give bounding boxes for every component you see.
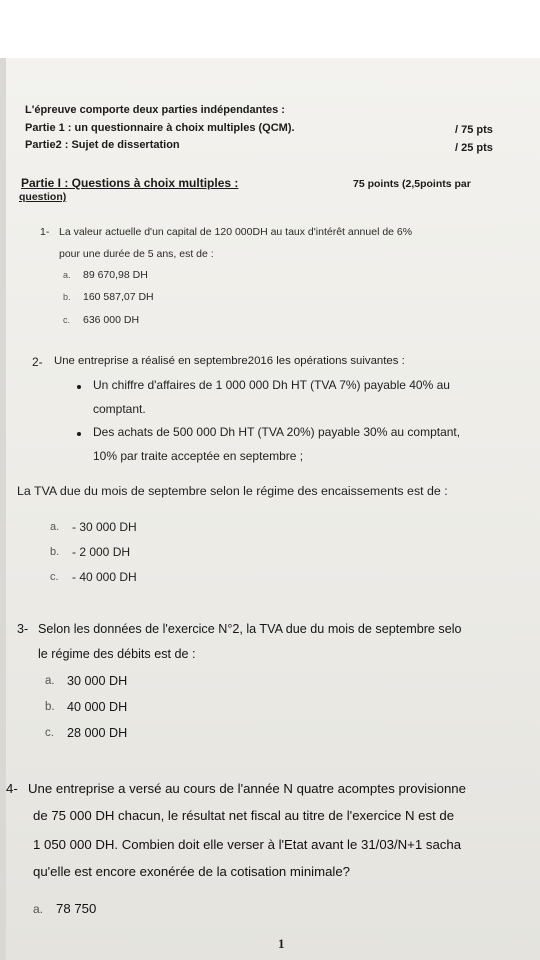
q2-bullet-1 bbox=[77, 385, 81, 389]
q2-bullet1-line1: Un chiffre d'affaires de 1 000 000 Dh HT (TVA 7%) payable 40% au bbox=[93, 378, 450, 392]
q2-text-line1: Une entreprise a réalisé en septembre2016 les opérations suivantes : bbox=[54, 355, 405, 367]
part2-points: / 25 pts bbox=[455, 142, 493, 154]
q3-option-a: 30 000 DH bbox=[67, 674, 128, 688]
q1-option-c: 636 000 DH bbox=[83, 314, 140, 326]
q4-text-line4: qu'elle est encore exonérée de la cotisation minimale? bbox=[33, 864, 351, 879]
q1-option-b-letter: b. bbox=[63, 292, 71, 302]
q2-number: 2- bbox=[32, 355, 43, 369]
exam-page bbox=[6, 58, 540, 960]
page-number: 1 bbox=[278, 936, 285, 951]
q2-bullet2-line2: 10% par traite acceptée en septembre ; bbox=[93, 449, 304, 463]
q2-bullet1-line2: comptant. bbox=[93, 402, 146, 416]
intro-line: L'épreuve comporte deux parties indépendantes : bbox=[25, 104, 285, 116]
q3-option-b-letter: b. bbox=[45, 701, 55, 713]
q3-option-c-letter: c. bbox=[45, 727, 54, 739]
q4-text-line1: Une entreprise a versé au cours de l'année N quatre acomptes provisionne bbox=[28, 781, 466, 796]
q1-number: 1- bbox=[40, 226, 50, 238]
q1-option-a: 89 670,98 DH bbox=[83, 269, 148, 281]
q3-text-line2: le régime des débits est de : bbox=[38, 647, 196, 661]
q4-option-a: 78 750 bbox=[56, 901, 97, 916]
q2-option-a: - 30 000 DH bbox=[72, 520, 137, 534]
part2-label: Partie2 : Sujet de dissertation bbox=[25, 139, 180, 151]
q3-text-line1: Selon les données de l'exercice N°2, la TVA due du mois de septembre selo bbox=[38, 622, 462, 636]
q2-option-b-letter: b. bbox=[50, 546, 60, 558]
q2-question: La TVA due du mois de septembre selon le régime des encaissements est de : bbox=[17, 484, 448, 498]
q1-text-line2: pour une durée de 5 ans, est de : bbox=[59, 248, 214, 260]
q3-option-b: 40 000 DH bbox=[67, 700, 128, 714]
q2-option-c: - 40 000 DH bbox=[72, 570, 137, 584]
q4-text-line3: 1 050 000 DH. Combien doit elle verser à l'Etat avant le 31/03/N+1 sacha bbox=[33, 837, 462, 852]
q3-number: 3- bbox=[17, 622, 29, 636]
part1-points: / 75 pts bbox=[455, 124, 493, 136]
section-title: Partie I : Questions à choix multiples : bbox=[21, 176, 239, 190]
part1-label: Partie 1 : un questionnaire à choix multiples (QCM). bbox=[25, 122, 295, 134]
q4-option-a-letter: a. bbox=[33, 902, 44, 916]
q4-number: 4- bbox=[6, 781, 18, 796]
section-points: 75 points (2,5points par bbox=[353, 178, 471, 190]
q1-option-a-letter: a. bbox=[63, 270, 71, 280]
section-points-cont: question) bbox=[19, 191, 67, 203]
q1-text-line1: La valeur actuelle d'un capital de 120 000DH au taux d'intérêt annuel de 6% bbox=[59, 226, 413, 238]
q2-option-a-letter: a. bbox=[50, 521, 60, 533]
q3-option-a-letter: a. bbox=[45, 675, 55, 687]
q2-option-c-letter: c. bbox=[50, 571, 59, 583]
top-white-band bbox=[0, 0, 540, 58]
q2-bullet2-line1: Des achats de 500 000 Dh HT (TVA 20%) payable 30% au comptant, bbox=[93, 425, 461, 439]
q3-option-c: 28 000 DH bbox=[67, 726, 128, 740]
q2-option-b: - 2 000 DH bbox=[72, 545, 131, 559]
q4-text-line2: de 75 000 DH chacun, le résultat net fiscal au titre de l'exercice N est de bbox=[33, 808, 455, 823]
q2-bullet-2 bbox=[77, 432, 81, 436]
q1-option-b: 160 587,07 DH bbox=[83, 291, 154, 303]
q1-option-c-letter: c. bbox=[63, 315, 71, 325]
